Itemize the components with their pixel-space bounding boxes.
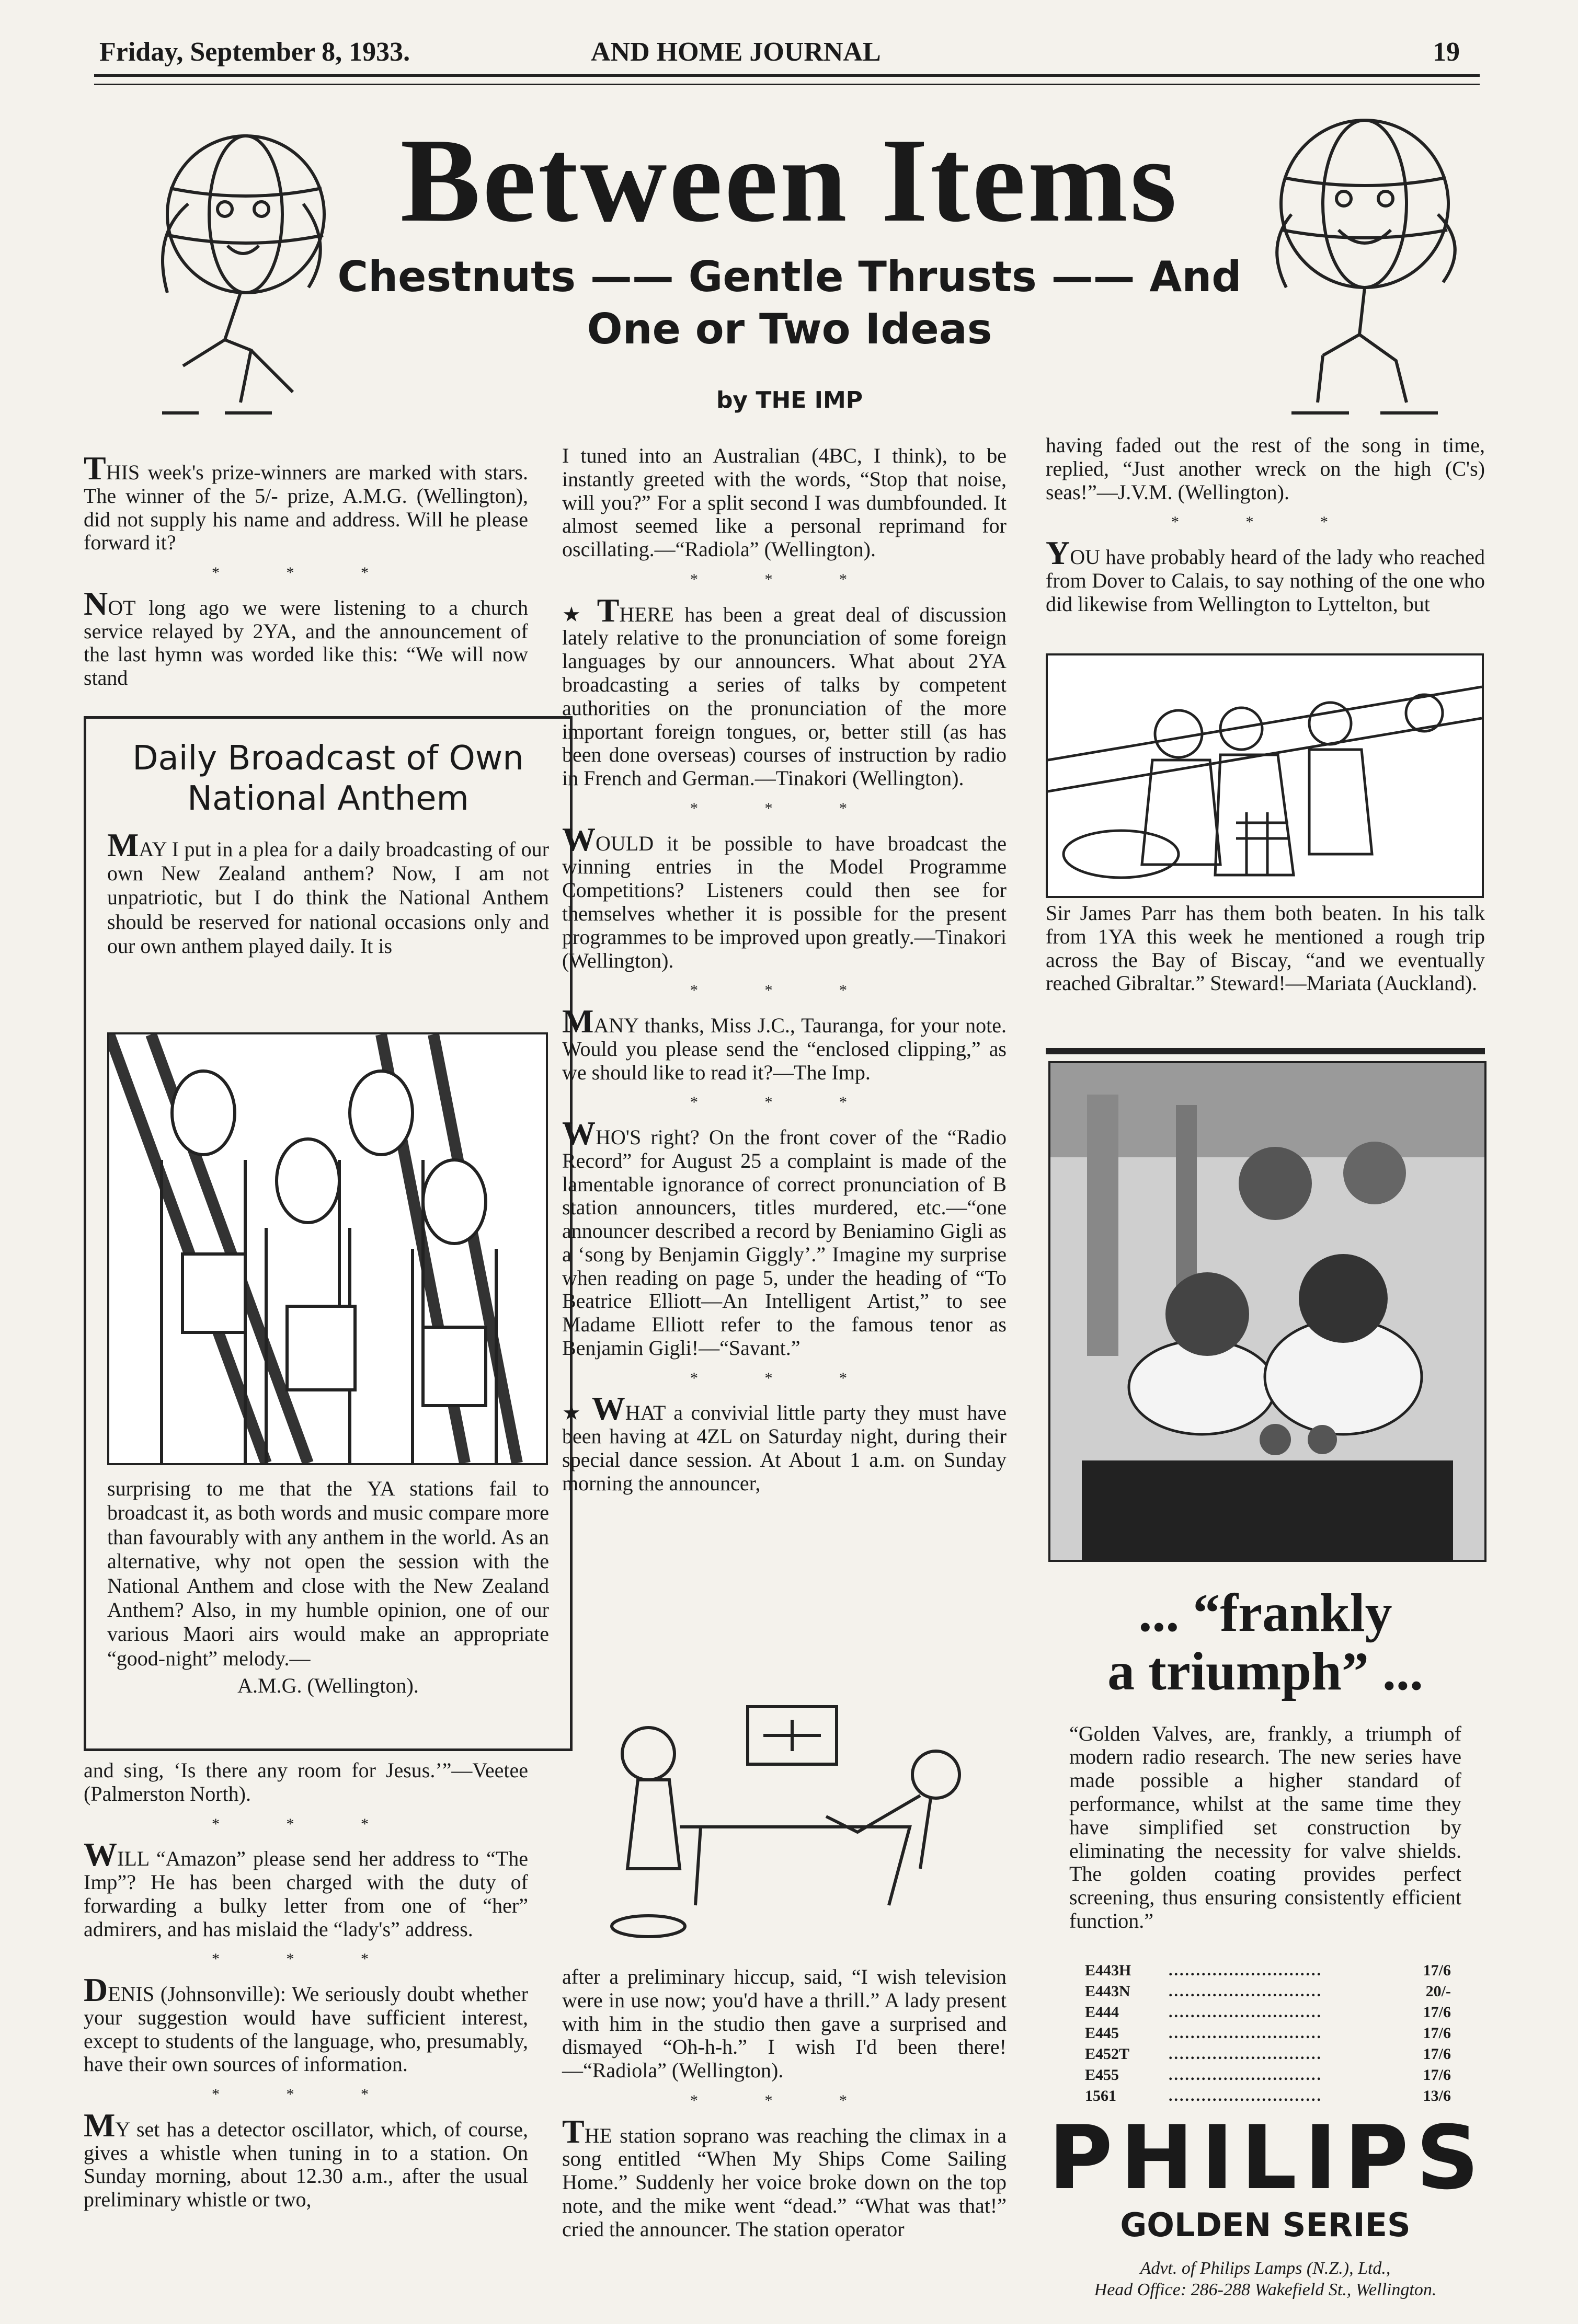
drop-cap: M	[562, 1002, 594, 1040]
advertiser-info	[1048, 2258, 1482, 2301]
singers-illustration	[107, 1032, 548, 1465]
prize-star-icon: ★	[562, 1401, 592, 1425]
globe-mascot-right	[1260, 110, 1480, 423]
drop-cap: N	[84, 584, 108, 622]
box-text-bottom	[107, 1477, 549, 1698]
separator-stars: * * *	[690, 1369, 878, 1387]
valve-price: 13/6	[1423, 2087, 1451, 2104]
valve-model: E452T	[1085, 2045, 1130, 2063]
seasick-passengers-drawing	[1048, 655, 1482, 896]
drop-cap: W	[562, 820, 596, 858]
paragraph-text: ILL “Amazon” please send her address to “The Imp”? He has been charged with the duty of forwarding a bulky letter from one of “her” admirers, and has mislaid the “lady's” address.	[84, 1847, 528, 1941]
drop-cap: W	[562, 1114, 596, 1152]
paragraph	[562, 1390, 1007, 1495]
column-2	[562, 444, 1007, 1505]
separator-stars: * * *	[212, 564, 400, 582]
ad-headline	[1048, 1584, 1482, 1701]
drop-cap: W	[591, 1390, 625, 1428]
dot-leader: ............................	[1169, 1962, 1322, 1979]
valve-model: E444	[1085, 2004, 1119, 2021]
journal-name: AND HOME JOURNAL	[591, 37, 881, 67]
page-title: Between Items	[400, 113, 1179, 247]
valve-price: 17/6	[1423, 2004, 1451, 2021]
advertiser-line-2: Head Office: 286-288 Wakefield St., Wellington.	[1094, 2280, 1437, 2299]
paragraph-text: HAT a convivial little party they must have been having at 4ZL on Saturday night, during their special dance session. At About 1 a.m. on Sunday morning the announcer,	[562, 1401, 1007, 1495]
price-row	[1085, 1960, 1451, 1981]
box-title: Daily Broadcast of Own National Anthem	[132, 739, 524, 818]
valve-model: 1561	[1085, 2087, 1116, 2104]
valve-price: 17/6	[1423, 1962, 1451, 1979]
drop-cap: T	[84, 450, 106, 487]
page-subtitle	[335, 251, 1244, 355]
advertiser-line-1: Advt. of Philips Lamps (N.Z.), Ltd.,	[1140, 2259, 1391, 2278]
separator-stars: * * *	[212, 2086, 400, 2103]
ad-copy	[1048, 1584, 1482, 1933]
prize-star-icon: ★	[562, 602, 597, 626]
price-row	[1085, 2002, 1451, 2023]
page-number: 19	[1433, 37, 1460, 67]
lab-photo-illustration	[1048, 1061, 1486, 1562]
column-1-bottom	[84, 1759, 528, 2221]
paragraph-text: OULD it be possible to have broadcast the winning entries in the Model Programme Competitions? Listeners could then see for themselves whether it is possible for the present programmes to be improved upon greatly.—Tinakori (Wellington).	[562, 831, 1007, 972]
page-header	[94, 21, 1480, 78]
paragraph	[84, 2106, 528, 2212]
valve-price: 20/-	[1425, 1983, 1451, 2000]
separator-stars: * * *	[1171, 513, 1359, 531]
separator-stars: * * *	[690, 799, 878, 817]
separator-stars: * * *	[690, 982, 878, 999]
anthem-letter-box	[84, 716, 573, 1751]
paragraph-text: ENIS (Johnsonville): We seriously doubt whether your suggestion would have sufficient interest, except to students of the language, who, presumably, have their own sources of information.	[84, 1982, 528, 2076]
paragraph	[84, 1971, 528, 2076]
price-row	[1085, 2023, 1451, 2044]
header-rule-thin	[94, 84, 1480, 85]
header-rule	[94, 74, 1480, 77]
drop-cap: W	[84, 1836, 117, 1873]
subtitle-line-1: Chestnuts —— Gentle Thrusts —— And	[337, 252, 1242, 301]
ad-top-rule	[1046, 1048, 1485, 1054]
party-illustration	[607, 1696, 983, 1942]
globe-mascot-left	[120, 120, 340, 423]
valve-model: E443N	[1085, 1983, 1130, 2000]
dot-leader: ............................	[1169, 1983, 1322, 2000]
issue-date: Friday, September 8, 1933.	[99, 37, 410, 67]
valve-price: 17/6	[1423, 2045, 1451, 2063]
valve-model: E443H	[1085, 1962, 1131, 1979]
separator-stars: * * *	[690, 2091, 878, 2109]
dot-leader: ............................	[1169, 2045, 1322, 2063]
valve-model: E445	[1085, 2024, 1119, 2042]
paragraph-text: AY I put in a plea for a daily broadcasting of our own New Zealand anthem? Now, I am not unpatriotic, but I do think the National Anthem should be reserved for national occasions only and our own anthem played daily. It is	[107, 837, 549, 958]
valve-price-list	[1085, 1960, 1451, 2107]
valve-price: 17/6	[1423, 2066, 1451, 2084]
choir-drawing	[109, 1034, 546, 1463]
ad-headline-line-2: a triumph” ...	[1107, 1641, 1423, 1702]
paragraph	[1046, 534, 1485, 616]
ad-quote: “Golden Valves, are, frankly, a triumph of modern radio research. The new series have made possible a higher standard of performance, whilst at the same time they have simplified set construction by eliminating the necessity for valve shields. The golden coating provides perfect screening, thus ensuring consistently efficient function.”	[1069, 1721, 1461, 1932]
philips-logo: PHILIPS	[1048, 2107, 1486, 2209]
paragraph-text: HE station soprano was reaching the climax in a song entitled “When My Ships Come Sailing Home.” Suddenly her voice broke down on the top note, and the mike went “dead.” “What was that!” cried the announcer. The station operator	[562, 2123, 1007, 2241]
drop-cap: T	[597, 591, 620, 629]
product-series: GOLDEN SERIES	[1120, 2206, 1411, 2244]
box-text-top	[107, 826, 549, 959]
paragraph-text: having faded out the rest of the song in time, replied, “Just another wreck on the high (C's) seas!”—J.V.M. (Wellington).	[1046, 433, 1485, 504]
drop-cap: T	[562, 2112, 585, 2150]
separator-stars: * * *	[212, 1815, 400, 1833]
column-3-mid	[1046, 902, 1485, 1005]
paragraph-text: I tuned into an Australian (4BC, I think), to be instantly greeted with the words, “Stop that noise, will you?” For a split second I was dumbfounded. It almost seemed like a personal reprimand for oscillating.—“Radiola” (Wellington).	[562, 444, 1007, 561]
byline: by THE IMP	[716, 387, 863, 413]
ship-deck-illustration	[1046, 653, 1484, 898]
dot-leader: ............................	[1169, 2024, 1322, 2042]
drop-cap: M	[107, 826, 139, 864]
paragraph	[562, 820, 1007, 973]
valve-model: E455	[1085, 2066, 1119, 2084]
column-1-top	[84, 450, 528, 699]
valve-price: 17/6	[1423, 2024, 1451, 2042]
paragraph-text: HIS week's prize-winners are marked with stars. The winner of the 5/- prize, A.M.G. (Wellington), did not supply his name and address. Will he please forward it?	[84, 461, 528, 555]
price-row	[1085, 2044, 1451, 2065]
paragraph	[562, 1002, 1007, 1084]
paragraph-text: Y set has a detector oscillator, which, of course, gives a whistle when tuning in to a station. On Sunday morning, about 12.30 a.m., after the usual preliminary whistle or two,	[84, 2117, 528, 2212]
paragraph	[84, 1836, 528, 1941]
paragraph	[84, 450, 528, 555]
letter-signature: A.M.G. (Wellington).	[237, 1674, 419, 1698]
paragraph-text: ANY thanks, Miss J.C., Tauranga, for your note. Would you please send the “enclosed clipping,” as we should like to read it?—The Imp.	[562, 1013, 1007, 1084]
drop-cap: Y	[1046, 534, 1070, 571]
paragraph-text: after a preliminary hiccup, said, “I wish television were in use now; you'd have a thrill.” A lady present with him in the studio then gave a surprised and dismayed “Oh-h-h.” I wish I'd been there!—“Radiola” (Wellington).	[562, 1965, 1007, 2083]
paragraph-text: and sing, ‘Is there any room for Jesus.’”—Veetee (Palmerston North).	[84, 1758, 528, 1805]
paragraph	[562, 1114, 1007, 1360]
paragraph	[562, 591, 1007, 790]
paragraph-text: OT long ago we were listening to a church service relayed by 2YA, and the announcement of the last hymn was worded like this: “We will now stand	[84, 595, 528, 690]
dot-leader: ............................	[1169, 2087, 1322, 2104]
ad-headline-line-1: ... “frankly	[1138, 1583, 1392, 1643]
drop-cap: M	[84, 2106, 116, 2144]
paragraph-text: OU have probably heard of the lady who reached from Dover to Calais, to say nothing of the one who did likewise from Wellington to Lyttelton, but	[1046, 545, 1485, 616]
drop-cap: D	[84, 1971, 108, 2008]
dot-leader: ............................	[1169, 2004, 1322, 2021]
philips-advertisement	[1048, 1061, 1486, 2299]
separator-stars: * * *	[212, 1950, 400, 1968]
column-2-bottom	[562, 1965, 1007, 2251]
price-row	[1085, 2065, 1451, 2086]
studio-party-drawing	[607, 1696, 983, 1942]
separator-stars: * * *	[690, 1094, 878, 1111]
separator-stars: * * *	[690, 570, 878, 588]
scientists-drawing	[1050, 1063, 1484, 1560]
subtitle-line-2: One or Two Ideas	[587, 305, 992, 353]
column-3-top	[1046, 434, 1485, 625]
dot-leader: ............................	[1169, 2066, 1322, 2084]
paragraph	[84, 584, 528, 690]
paragraph	[562, 2112, 1007, 2241]
paragraph-text: HERE has been a great deal of discussion lately relative to the pronunciation of some foreign languages by our announcers. What about 2YA broadcasting a series of talks by competent authorities on the pronunciation of the more important foreign tongues, or, better still (as has been done overseas) courses of instruction by radio in French and German.—Tinakori (Wellington).	[562, 602, 1007, 790]
price-row	[1085, 1981, 1451, 2002]
price-row	[1085, 2086, 1451, 2107]
paragraph-text: Sir James Parr has them both beaten. In his talk from 1YA this week he mentioned a rough trip across the Bay of Biscay, “and we eventually reached Gibraltar.” Steward!—Mariata (Auckland).	[1046, 901, 1485, 995]
paragraph-text: surprising to me that the YA stations fail to broadcast it, as both words and music compare more than favourably with any anthem in the world. As an alternative, why not open the session with the National Anthem and close with the New Zealand Anthem? Also, in my humble opinion, one of our various Maori airs would make an appropriate “good-night” melody.—	[107, 1477, 549, 1670]
paragraph-text: HO'S right? On the front cover of the “Radio Record” for August 25 a complaint is made of the lamentable ignorance of correct pronunciation of B station announcers, titles murdered, etc.—“one announcer described a record by Beniamino Gigli as a ‘song by Benjamin Giggly’.” Imagine my surprise when reading on page 5, under the heading of “To Beatrice Elliott—An Intelligent Artist,” to see Madame Elliott refer to the famous tenor as Benjamin Gigli!—“Savant.”	[562, 1125, 1007, 1360]
